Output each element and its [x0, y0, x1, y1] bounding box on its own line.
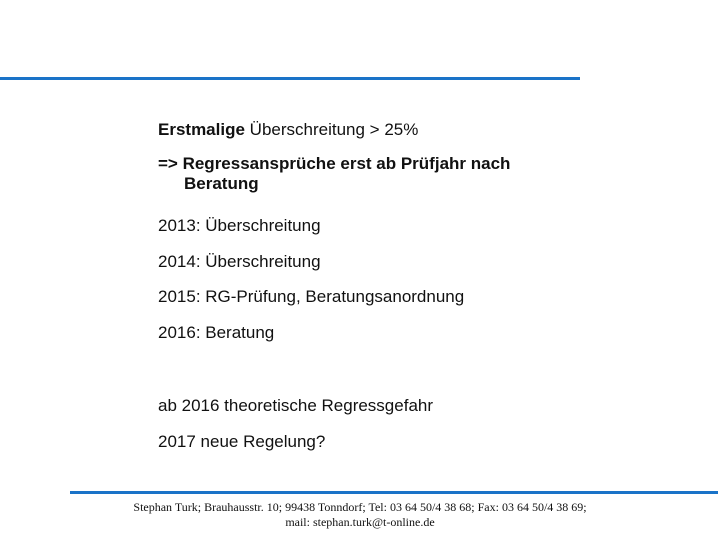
bullet-first-exceedance — [158, 120, 418, 140]
bold-term: Erstmalige — [158, 120, 245, 139]
bullet-recourse-claims — [158, 154, 510, 194]
bullet-2015: 2015: RG-Prüfung, Beratungsanordnung — [158, 287, 465, 306]
bullet-text-line-1: => Regressansprüche erst ab Prüfjahr nach — [158, 154, 511, 173]
bullet-2014: 2014: Überschreitung — [158, 252, 321, 271]
bullet-recourse-risk: ab 2016 theoretische Regressgefahr — [158, 396, 434, 415]
footer-contact-line: Stephan Turk; Brauhausstr. 10; 99438 Tonndorf; Tel: 03 64 50/4 38 68; Fax: 03 64 50/4 38 69; — [133, 500, 587, 514]
bullet-text-line-2: Beratung — [184, 174, 259, 193]
bullet-2016: 2016: Beratung — [158, 323, 275, 342]
footer-mail-line: mail: stephan.turk@t-online.de — [285, 515, 435, 529]
footer — [70, 500, 650, 530]
bottom-divider — [70, 491, 718, 494]
top-divider — [0, 77, 580, 80]
bullet-2013: 2013: Überschreitung — [158, 216, 321, 235]
bullet-new-regulation: 2017 neue Regelung? — [158, 432, 326, 451]
bullet-text: Überschreitung > 25% — [244, 120, 419, 139]
